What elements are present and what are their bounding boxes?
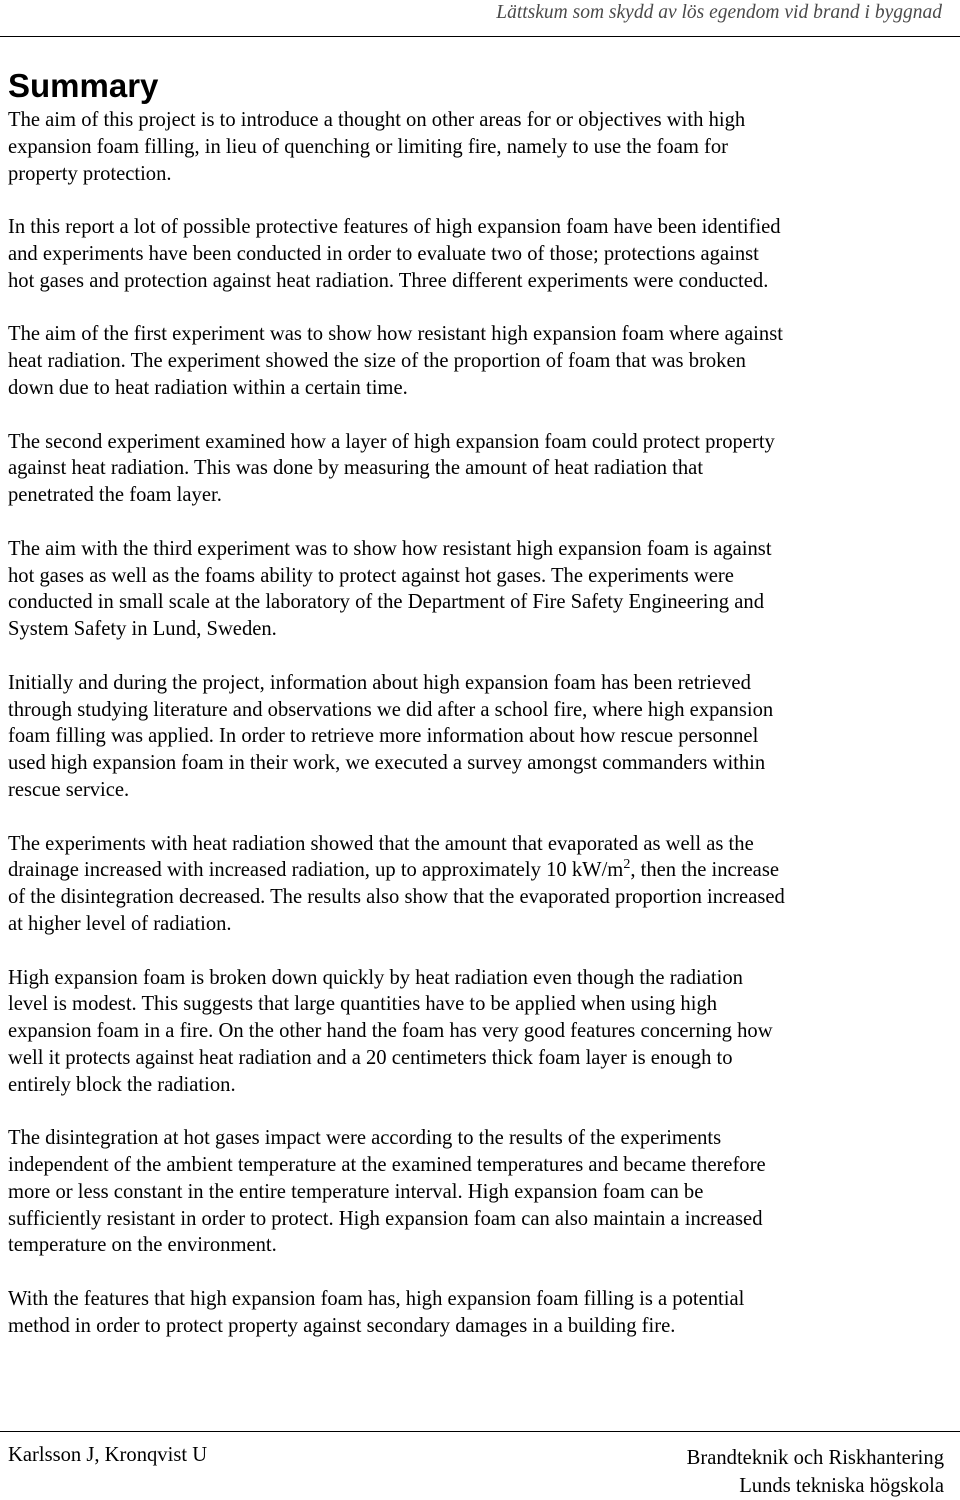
paragraph-2 (8, 214, 952, 294)
text-line: penetrated the foam layer. (8, 484, 222, 507)
section-heading: Summary (8, 67, 159, 104)
text-line: through studying literature and observations we did after a school fire, where high expansion (8, 698, 774, 721)
paragraph-10 (8, 1286, 952, 1340)
paragraph-1 (8, 107, 952, 187)
paragraph-5 (8, 536, 952, 643)
text-line: and experiments have been conducted in order to evaluate two of those; protections against (8, 242, 759, 265)
paragraph-4 (8, 429, 952, 509)
summary-body (8, 107, 952, 1340)
text-line: The second experiment examined how a layer of high expansion foam could protect property (8, 430, 775, 453)
paragraph-9 (8, 1125, 952, 1259)
text-line: expansion foam in a fire. On the other hand the foam has very good features concerning how (8, 1020, 773, 1043)
text-line: The aim of this project is to introduce a thought on other areas for or objectives with high (8, 109, 746, 131)
footer-authors: Karlsson J, Kronqvist U (8, 1444, 208, 1466)
text-line: hot gases as well as the foams ability to protect against hot gases. The experiments were (8, 564, 734, 587)
text-line: property protection. (8, 162, 172, 185)
text-line: method in order to protect property against secondary damages in a building fire. (8, 1314, 676, 1337)
text-line: High expansion foam is broken down quickly by heat radiation even though the radiation (8, 966, 743, 989)
text-line: of the disintegration decreased. The results also show that the evaporated proportion increased (8, 886, 785, 909)
footer-university: Lunds tekniska högskola (739, 1475, 944, 1497)
text-fragment: , then the increase (630, 859, 779, 882)
paragraph-7 (8, 831, 952, 938)
superscript-exponent: 2 (623, 857, 631, 873)
text-line: more or less constant in the entire temperature interval. High expansion foam can be (8, 1180, 704, 1203)
text-line: entirely block the radiation. (8, 1073, 236, 1096)
footer-affiliation (687, 1444, 944, 1500)
footer-rule (0, 1431, 960, 1432)
header-rule (0, 36, 960, 37)
paragraph-3 (8, 321, 952, 401)
text-line: at higher level of radiation. (8, 912, 232, 935)
text-line-with-unit (8, 857, 952, 884)
footer-department: Brandteknik och Riskhantering (686, 1447, 944, 1469)
paragraph-8 (8, 965, 952, 1099)
text-fragment: drainage increased with increased radiation, up to approximately 10 kW/m (8, 859, 624, 882)
text-line: foam filling was applied. In order to retrieve more information about how rescue personnel (8, 725, 759, 748)
text-line: System Safety in Lund, Sweden. (8, 618, 277, 641)
text-line: heat radiation. The experiment showed the size of the proportion of foam that was broken (8, 350, 746, 373)
paragraph-6 (8, 670, 952, 804)
text-line: The aim of the first experiment was to show how resistant high expansion foam where against (8, 323, 783, 346)
text-line: hot gases and protection against heat radiation. Three different experiments were conducted. (8, 269, 769, 292)
text-line: temperature on the environment. (8, 1234, 277, 1257)
text-line: independent of the ambient temperature at the examined temperatures and became therefore (8, 1154, 766, 1177)
text-line: well it protects against heat radiation and a 20 centimeters thick foam layer is enough to (8, 1046, 733, 1069)
text-line: expansion foam filling, in lieu of quenching or limiting fire, namely to use the foam for (8, 135, 729, 158)
text-line: Initially and during the project, information about high expansion foam has been retrieved (8, 671, 751, 694)
text-line: The aim with the third experiment was to show how resistant high expansion foam is against (8, 537, 772, 560)
text-line: conducted in small scale at the laboratory of the Department of Fire Safety Engineering and (8, 591, 764, 614)
text-line: used high expansion foam in their work, we executed a survey amongst commanders within (8, 752, 766, 775)
text-line: sufficiently resistant in order to protect. High expansion foam can also maintain a increased (8, 1207, 763, 1230)
text-line: The disintegration at hot gases impact were according to the results of the experiments (8, 1127, 722, 1150)
text-line: rescue service. (8, 778, 130, 801)
text-line: down due to heat radiation within a certain time. (8, 376, 408, 399)
text-line: In this report a lot of possible protective features of high expansion foam have been identified (8, 216, 781, 239)
text-line: With the features that high expansion foam has, high expansion foam filling is a potential (8, 1288, 745, 1311)
running-header-title: Lättskum som skydd av lös egendom vid brand i byggnad (496, 2, 942, 23)
text-line: against heat radiation. This was done by measuring the amount of heat radiation that (8, 457, 704, 480)
text-line: The experiments with heat radiation showed that the amount that evaporated as well as the (8, 832, 754, 855)
text-line: level is modest. This suggests that large quantities have to be applied when using high (8, 993, 718, 1016)
